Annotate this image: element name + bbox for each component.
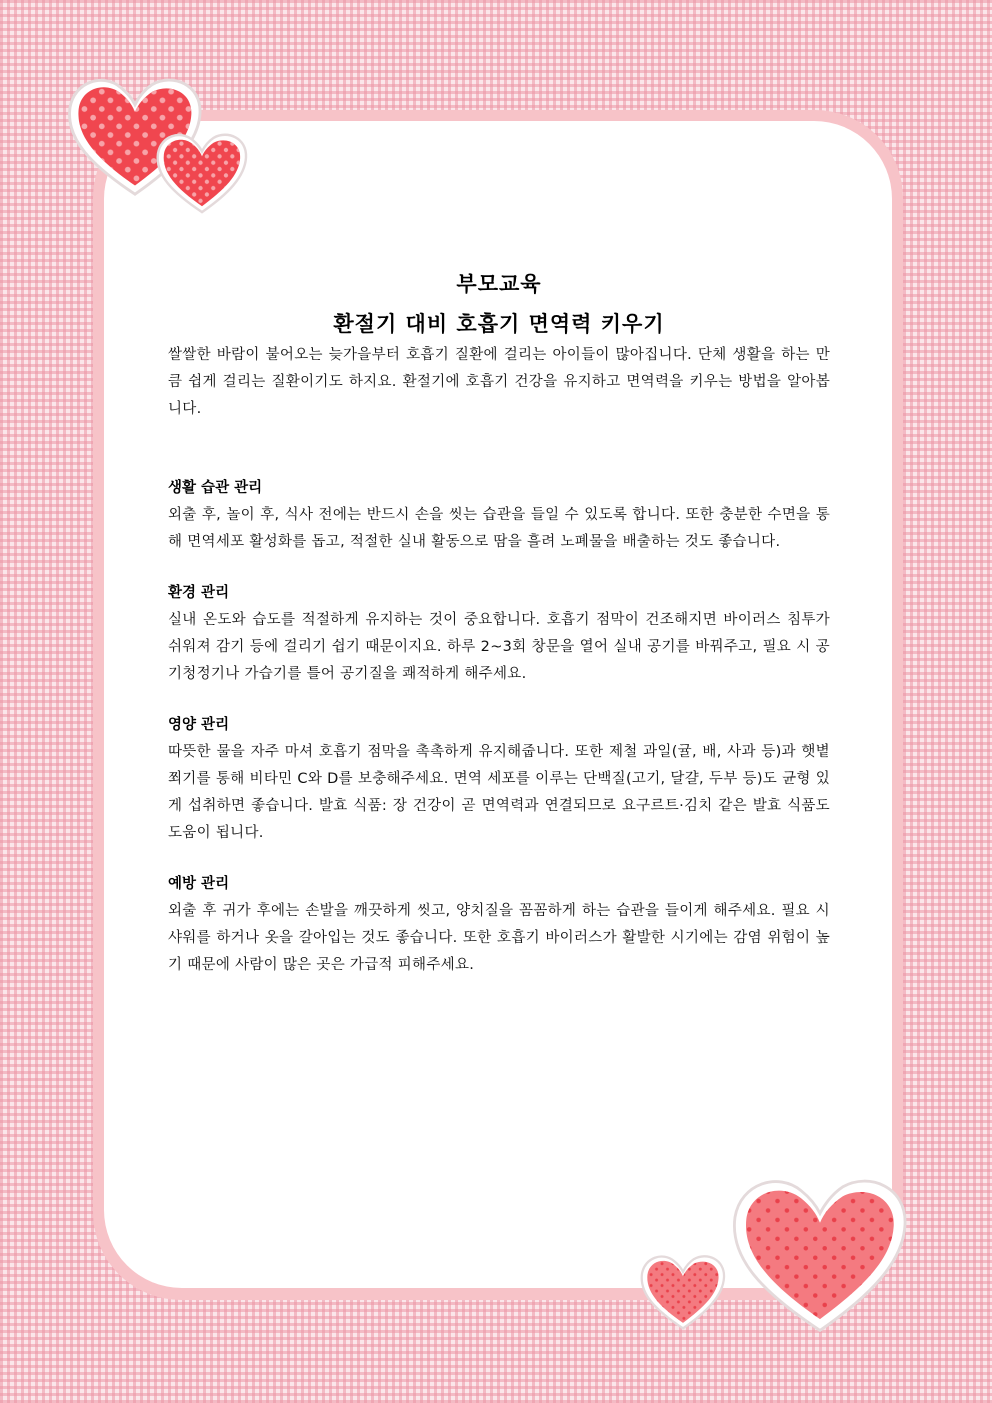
section-heading: 예방 관리 — [168, 876, 230, 892]
section-prevention — [168, 871, 830, 979]
document-subtitle: 환절기 대비 호흡기 면역력 키우기 — [333, 312, 665, 336]
section-lifestyle — [168, 475, 830, 556]
heart-icon — [152, 128, 252, 216]
section-body: 실내 온도와 습도를 적절하게 유지하는 것이 중요합니다. 호흡기 점막이 건조해지면 바이러스 침투가 쉬워져 감기 등에 걸리기 쉽기 때문이지요. 하루 2~3회 창문을 열어 실내 공기를 바꿔주고, 필요 시 공기청정기나 가습기를 틀어 공기질을 쾌적하게 해주세요. — [168, 612, 830, 682]
section-heading: 생활 습관 관리 — [168, 480, 263, 496]
heart-icon — [722, 1168, 918, 1338]
section-body: 따뜻한 물을 자주 마셔 호흡기 점막을 촉촉하게 유지해줍니다. 또한 제철 과일(귤, 배, 사과 등)과 햇볕 쬐기를 통해 비타민 C와 D를 보충해주세요. 면역 세포를 이루는 단백질(고기, 달걀, 두부 등)도 균형 있게 섭취하면 좋습니다. 발효 식품: 장 건강이 곧 면역력과 연결되므로 요구르트·김치 같은 발효 식품도 도움이 됩니다. — [168, 744, 830, 841]
section-body: 외출 후, 놀이 후, 식사 전에는 반드시 손을 씻는 습관을 들일 수 있도록 합니다. 또한 충분한 수면을 통해 면역세포 활성화를 돕고, 적절한 실내 활동으로 땀을 흘려 노폐물을 배출하는 것도 좋습니다. — [168, 507, 830, 550]
section-heading: 환경 관리 — [168, 585, 230, 601]
heart-icon — [636, 1250, 730, 1332]
intro-paragraph: 쌀쌀한 바람이 불어오는 늦가을부터 호흡기 질환에 걸리는 아이들이 많아집니다. 단체 생활을 하는 만큼 쉽게 걸리는 질환이기도 하지요. 환절기에 호흡기 건강을 유지하고 면역력을 키우는 방법을 알아봅니다. — [168, 347, 830, 417]
section-heading: 영양 관리 — [168, 717, 230, 733]
document-title: 부모교육 — [456, 272, 542, 296]
section-body: 외출 후 귀가 후에는 손발을 깨끗하게 씻고, 양치질을 꼼꼼하게 하는 습관을 들이게 해주세요. 필요 시 샤워를 하거나 옷을 갈아입는 것도 좋습니다. 또한 호흡기 바이러스가 활발한 시기에는 감염 위험이 높기 때문에 사람이 많은 곳은 가급적 피해주세요. — [168, 903, 830, 973]
section-environment — [168, 580, 830, 688]
section-nutrition — [168, 712, 830, 847]
document-body — [168, 262, 830, 979]
